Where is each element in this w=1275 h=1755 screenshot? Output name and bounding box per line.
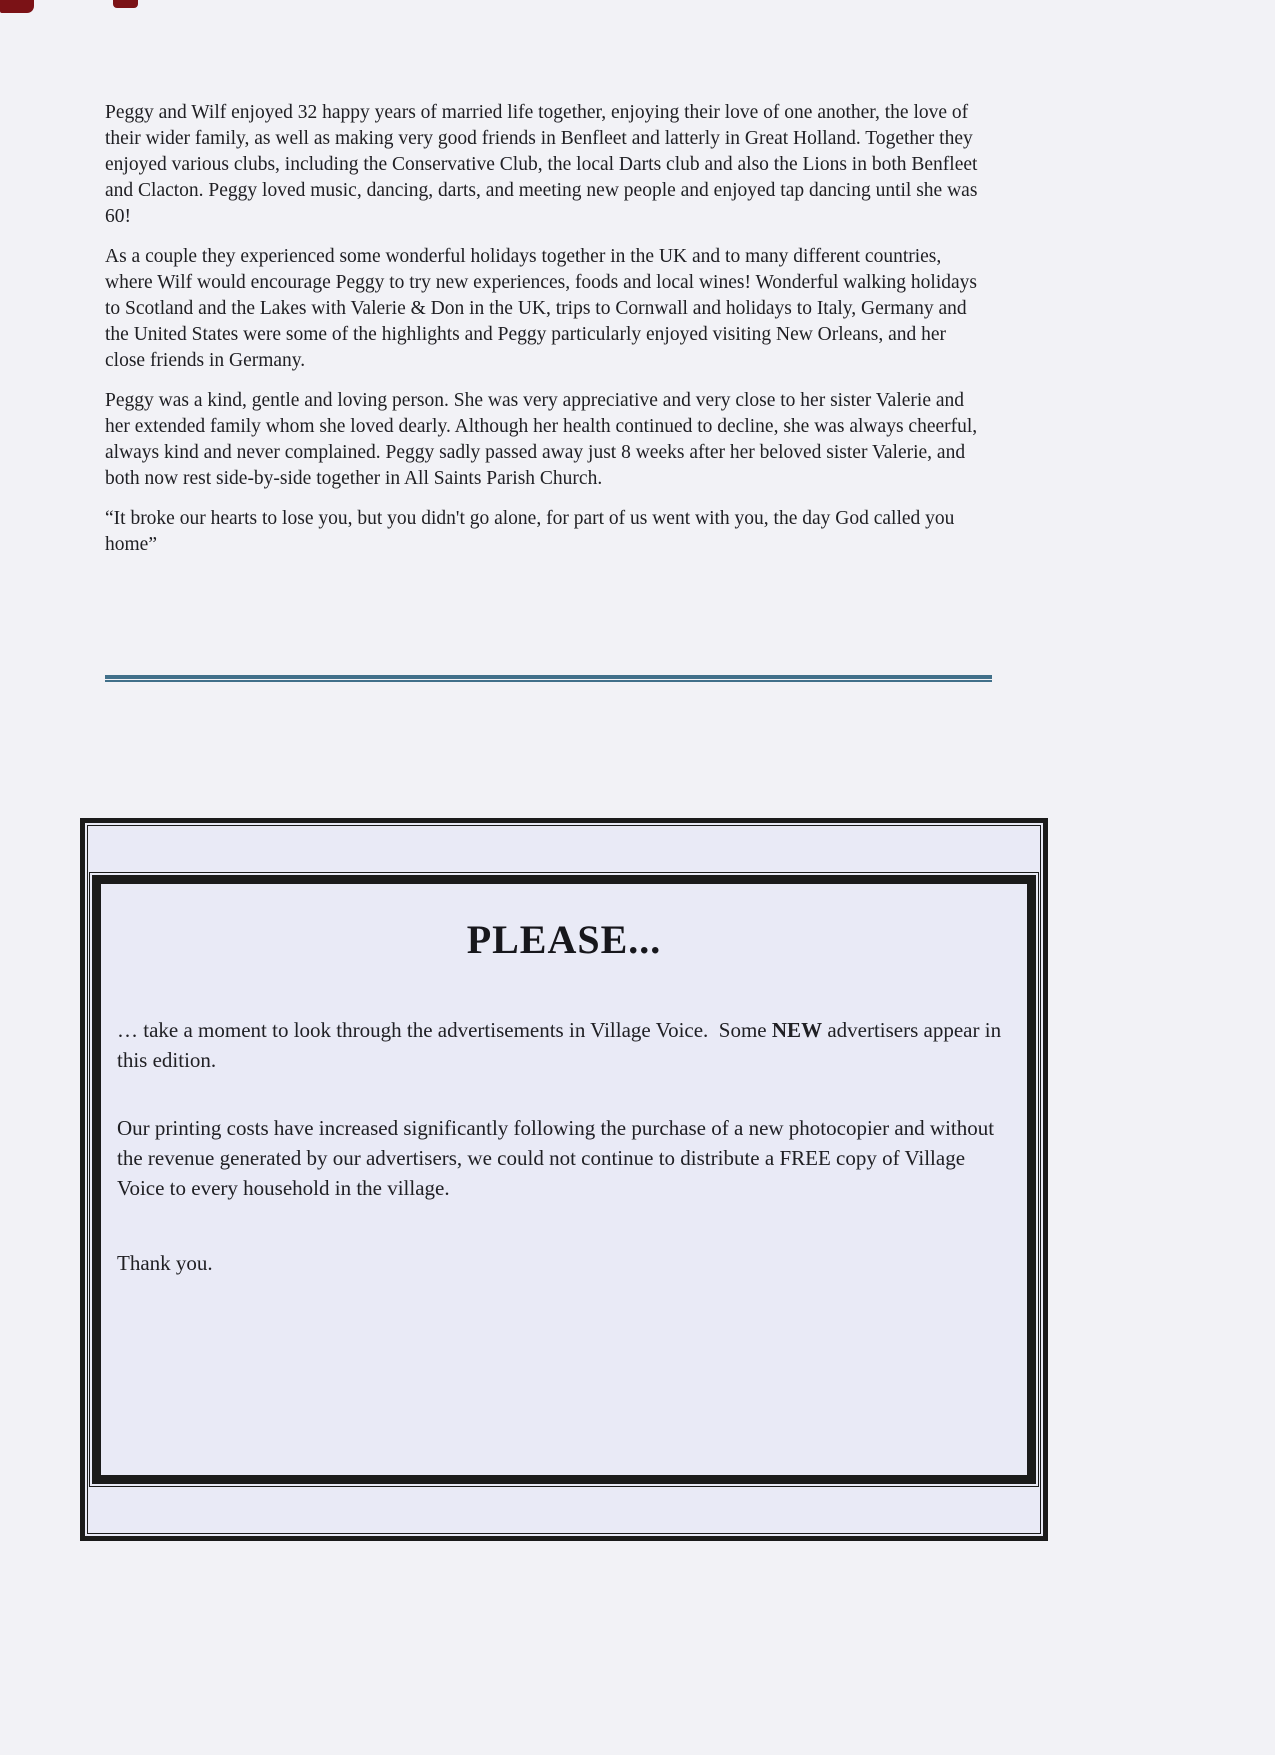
notice-paragraph-text: advertisers appear in this edition. — [117, 1018, 1007, 1072]
notice-bold-word: NEW — [771, 1018, 823, 1042]
notice-thank-you: Thank you. — [117, 1251, 213, 1275]
notice-main-box — [92, 875, 1036, 1484]
section-divider — [105, 675, 992, 682]
notice-box — [80, 818, 1048, 1541]
notice-content — [101, 917, 1027, 1475]
scan-artifact — [113, 0, 138, 8]
notice-box-inner-frame — [87, 825, 1041, 1534]
scan-artifact — [0, 0, 34, 13]
obituary-paragraph: Peggy was a kind, gentle and loving person. She was very appreciative and very close to her sister Valerie and her extended family whom she loved dearly. Although her health continued to decline, she was always cheerful, always kind and never complained. Peggy sadly passed away just 8 weeks after her beloved sister Valerie, and both now rest side-by-side together in All Saints Parish Church. — [105, 390, 978, 489]
obituary-quote: “It broke our hearts to lose you, but you didn't go alone, for part of us went with you, the day God called you home” — [105, 508, 955, 555]
notice-paragraph: Our printing costs have increased significantly following the purchase of a new photocopier and without the revenue generated by our advertisers, we could not continue to distribute a FREE copy of Village Voice to every household in the village. — [117, 1116, 1000, 1200]
obituary-text-block — [105, 0, 989, 558]
notice-paragraph-text: … take a moment to look through the advertisements in Village Voice. Some — [117, 1018, 772, 1042]
notice-heading: PLEASE... — [466, 917, 662, 962]
obituary-paragraph: As a couple they experienced some wonderful holidays together in the UK and to many different countries, where Wilf would encourage Peggy to try new experiences, foods and local wines! Wonderful walking holidays to Scotland and the Lakes with Valerie & Don in the UK, trips to Cornwall and holidays to Italy, Germany and the United States were some of the highlights and Peggy particularly enjoyed visiting New Orleans, and her close friends in Germany. — [105, 246, 978, 371]
obituary-paragraph: Peggy and Wilf enjoyed 32 happy years of married life together, enjoying their love of one another, the love of their wider family, as well as making very good friends in Benfleet and latterly in Great Holland. Together they enjoyed various clubs, including the Conservative Club, the local Darts club and also the Lions in both Benfleet and Clacton. Peggy loved music, dancing, darts, and meeting new people and enjoyed tap dancing until she was 60! — [105, 102, 978, 227]
notice-paragraph — [117, 1015, 1011, 1075]
